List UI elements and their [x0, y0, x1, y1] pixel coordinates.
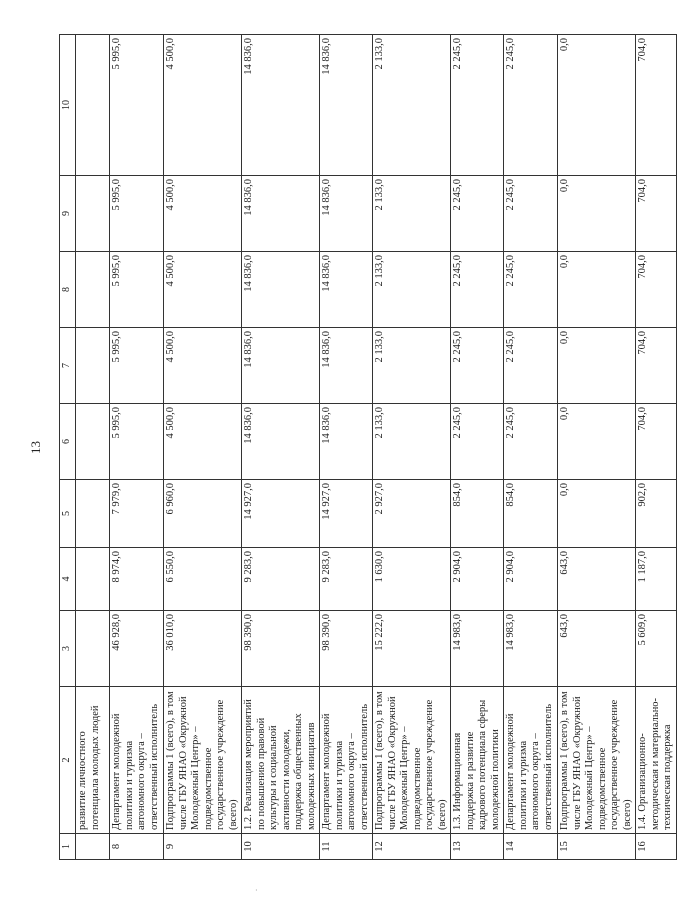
row-number: 13: [451, 834, 504, 860]
value-cell: 2 133,0: [373, 176, 451, 252]
value-cell: [76, 611, 110, 687]
value-cell: 2 245,0: [451, 176, 504, 252]
value-cell: 15 222,0: [373, 611, 451, 687]
row-number: 16: [636, 834, 677, 860]
value-cell: 46 928,0: [110, 611, 164, 687]
value-cell: 14 983,0: [504, 611, 558, 687]
row-description: 1.3. Информационная поддержка и развитие кадрового потенциала сферы молодежной политики: [451, 687, 504, 834]
page-number: 13: [28, 441, 43, 454]
value-cell: 2 245,0: [504, 35, 558, 176]
value-cell: 14 836,0: [242, 328, 320, 404]
value-cell: 0,0: [558, 35, 636, 176]
value-cell: 14 983,0: [451, 611, 504, 687]
row-description: Подпрограммы 1 (всего), в том числе ГБУ ЯНАО «Окружной Молодежный Центр» – подведомственное государственное учреждение (всего): [558, 687, 636, 834]
row-description: Департамент молодежной политики и туризма автономного округа – ответственный исполнитель: [110, 687, 164, 834]
value-cell: 14 836,0: [242, 404, 320, 480]
value-cell: 2 245,0: [504, 252, 558, 328]
table-row: [76, 35, 110, 860]
value-cell: 5 995,0: [110, 328, 164, 404]
value-cell: 2 245,0: [451, 328, 504, 404]
row-description: 1.2. Реализация мероприятий по повышению правовой культуры и социальной активности молодежи, поддержка общественных молодежных инициатив: [242, 687, 320, 834]
row-description: Подпрограммы 1 (всего), в том числе ГБУ ЯНАО «Окружной Молодежный Центр» – подведомственное государственное учреждение (всего): [373, 687, 451, 834]
header-cell: 4: [60, 548, 76, 611]
value-cell: 4 500,0: [164, 252, 242, 328]
header-cell: 6: [60, 404, 76, 480]
value-cell: 14 836,0: [320, 35, 373, 176]
value-cell: 704,0: [636, 176, 677, 252]
value-cell: 6 960,0: [164, 480, 242, 548]
table-row: [504, 35, 558, 860]
value-cell: 2 133,0: [373, 328, 451, 404]
value-cell: 0,0: [558, 176, 636, 252]
value-cell: 902,0: [636, 480, 677, 548]
value-cell: [76, 35, 110, 176]
value-cell: 0,0: [558, 328, 636, 404]
row-number: 12: [373, 834, 451, 860]
value-cell: 4 500,0: [164, 176, 242, 252]
value-cell: 14 836,0: [320, 328, 373, 404]
value-cell: 14 927,0: [320, 480, 373, 548]
value-cell: [76, 252, 110, 328]
value-cell: 854,0: [451, 480, 504, 548]
value-cell: [76, 480, 110, 548]
row-description: Департамент молодежной политики и туризма автономного округа – ответственный исполнитель: [504, 687, 558, 834]
value-cell: 14 836,0: [242, 252, 320, 328]
header-cell: 8: [60, 252, 76, 328]
row-description: 1.4. Организационно-методическая и материально-техническая поддержка: [636, 687, 677, 834]
value-cell: 2 245,0: [504, 404, 558, 480]
table-row: [373, 35, 451, 860]
value-cell: [76, 328, 110, 404]
value-cell: 2 133,0: [373, 35, 451, 176]
value-cell: 2 245,0: [504, 176, 558, 252]
table-row: [110, 35, 164, 860]
value-cell: 704,0: [636, 328, 677, 404]
row-number: [76, 834, 110, 860]
row-number: 10: [242, 834, 320, 860]
table-row: [242, 35, 320, 860]
table-row: [636, 35, 677, 860]
value-cell: 4 500,0: [164, 35, 242, 176]
value-cell: [76, 404, 110, 480]
value-cell: 5 995,0: [110, 252, 164, 328]
value-cell: 2 133,0: [373, 252, 451, 328]
value-cell: 98 390,0: [242, 611, 320, 687]
row-number: 14: [504, 834, 558, 860]
value-cell: 2 245,0: [451, 252, 504, 328]
value-cell: 14 927,0: [242, 480, 320, 548]
scan-mark: ·: [255, 886, 258, 895]
value-cell: 14 836,0: [320, 404, 373, 480]
value-cell: 2 245,0: [451, 404, 504, 480]
row-description: Подпрограммы 1 (всего), в том числе ГБУ ЯНАО «Окружной Молодежный Центр» – подведомственное государственное учреждение (всего): [164, 687, 242, 834]
header-row: [60, 35, 76, 860]
row-description: развитие личностного потенциала молодых людей: [76, 687, 110, 834]
value-cell: 2 904,0: [451, 548, 504, 611]
value-cell: 1 630,0: [373, 548, 451, 611]
header-cell: 10: [60, 35, 76, 176]
row-description: Департамент молодежной политики и туризма автономного округа – ответственный исполнитель: [320, 687, 373, 834]
value-cell: 9 283,0: [242, 548, 320, 611]
value-cell: 14 836,0: [242, 176, 320, 252]
value-cell: 36 010,0: [164, 611, 242, 687]
rotated-page: [28, 35, 673, 860]
value-cell: 2 245,0: [451, 35, 504, 176]
value-cell: 0,0: [558, 404, 636, 480]
table-row: [164, 35, 242, 860]
table-row: [451, 35, 504, 860]
value-cell: 14 836,0: [320, 252, 373, 328]
value-cell: 704,0: [636, 35, 677, 176]
value-cell: 854,0: [504, 480, 558, 548]
table-row: [320, 35, 373, 860]
value-cell: 4 500,0: [164, 404, 242, 480]
table-body: [60, 35, 677, 860]
value-cell: 643,0: [558, 611, 636, 687]
value-cell: 704,0: [636, 252, 677, 328]
header-cell: 7: [60, 328, 76, 404]
value-cell: 2 245,0: [504, 328, 558, 404]
value-cell: 8 974,0: [110, 548, 164, 611]
value-cell: 5 995,0: [110, 404, 164, 480]
value-cell: 98 390,0: [320, 611, 373, 687]
value-cell: 9 283,0: [320, 548, 373, 611]
value-cell: 7 979,0: [110, 480, 164, 548]
budget-table: [59, 34, 677, 860]
row-number: 9: [164, 834, 242, 860]
value-cell: 14 836,0: [320, 176, 373, 252]
header-cell: 1: [60, 834, 76, 860]
value-cell: 5 995,0: [110, 176, 164, 252]
value-cell: [76, 176, 110, 252]
header-cell: 3: [60, 611, 76, 687]
value-cell: 14 836,0: [242, 35, 320, 176]
value-cell: 704,0: [636, 404, 677, 480]
value-cell: 6 550,0: [164, 548, 242, 611]
value-cell: 5 609,0: [636, 611, 677, 687]
value-cell: 0,0: [558, 252, 636, 328]
value-cell: 643,0: [558, 548, 636, 611]
value-cell: 2 904,0: [504, 548, 558, 611]
value-cell: 2 133,0: [373, 404, 451, 480]
table-row: [558, 35, 636, 860]
header-cell: 5: [60, 480, 76, 548]
value-cell: 5 995,0: [110, 35, 164, 176]
value-cell: 0,0: [558, 480, 636, 548]
header-cell: 9: [60, 176, 76, 252]
row-number: 11: [320, 834, 373, 860]
value-cell: 2 927,0: [373, 480, 451, 548]
row-number: 15: [558, 834, 636, 860]
value-cell: [76, 548, 110, 611]
value-cell: 1 187,0: [636, 548, 677, 611]
row-number: 8: [110, 834, 164, 860]
header-cell: 2: [60, 687, 76, 834]
value-cell: 4 500,0: [164, 328, 242, 404]
